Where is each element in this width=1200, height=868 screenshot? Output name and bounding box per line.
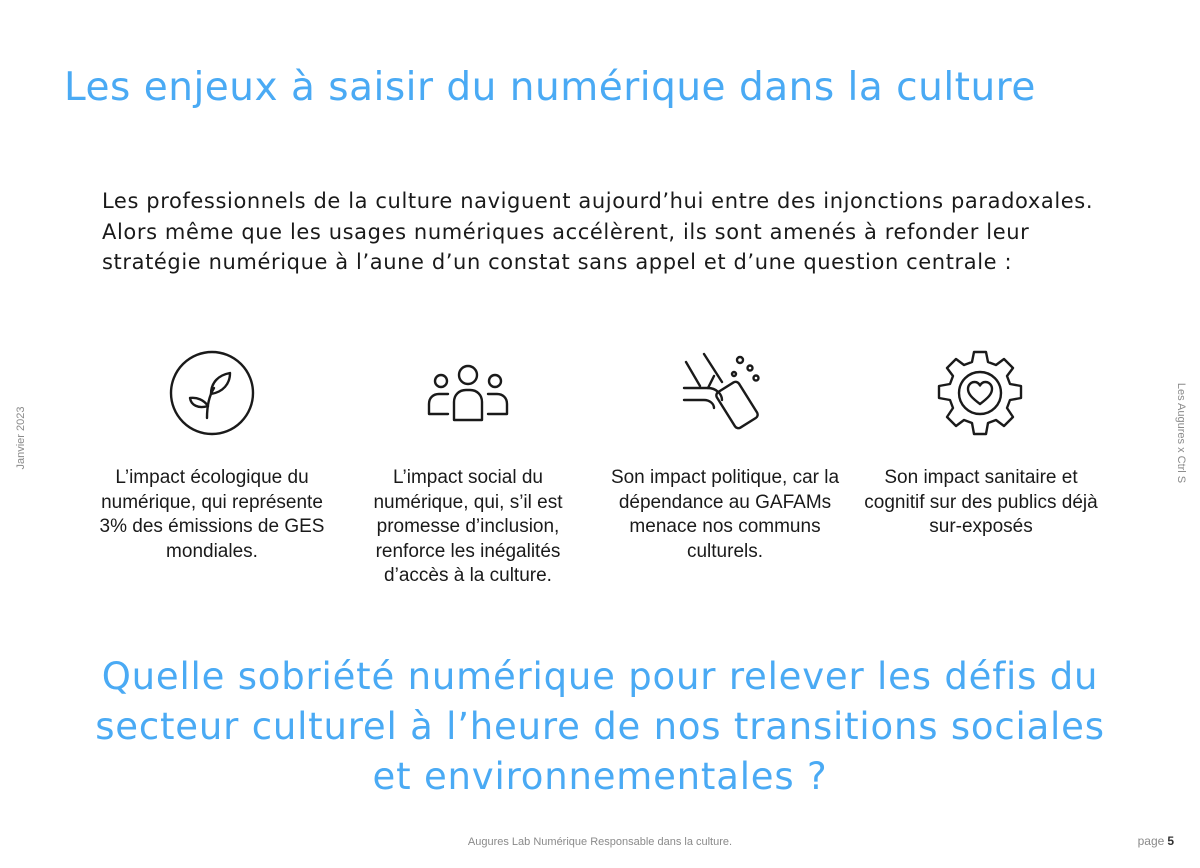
page-title: Les enjeux à saisir du numérique dans la culture xyxy=(64,65,1036,110)
caption-health: Son impact sanitaire et cognitif sur des publics déjà sur-exposés xyxy=(864,467,1098,537)
plant-circle-icon xyxy=(167,348,257,438)
page-number: page 5 xyxy=(1137,834,1174,848)
caption-social: L’impact social du numérique, qui, s’il est promesse d’inclusion, renforce les inégalités d’accès à la culture. xyxy=(373,467,563,586)
intro-paragraph: Les professionnels de la culture naviguent aujourd’hui entre des injonctions paradoxales. Alors même que les usages numériques accélèrent, ils sont amenés à refonder leur stratégie numérique à l’aune d’un constat sans appel et d’une question centrale : xyxy=(102,189,1094,274)
side-date: Janvier 2023 xyxy=(15,406,27,470)
central-question: Quelle sobriété numérique pour relever les défis du secteur culturel à l’heure de nos transitions sociales et environnementales ? xyxy=(95,655,1105,798)
caption-ecological: L’impact écologique du numérique, qui représente 3% des émissions de GES mondiales. xyxy=(99,467,325,562)
hand-phone-icon xyxy=(678,348,768,438)
gear-heart-icon xyxy=(935,348,1025,438)
caption-political: Son impact politique, car la dépendance au GAFAMs menace nos communs culturels. xyxy=(610,467,840,562)
side-brand: Les Augures x Ctrl S xyxy=(1175,382,1187,484)
people-group-icon xyxy=(423,348,513,438)
footer-text: Augures Lab Numérique Responsable dans la culture. xyxy=(467,836,733,848)
